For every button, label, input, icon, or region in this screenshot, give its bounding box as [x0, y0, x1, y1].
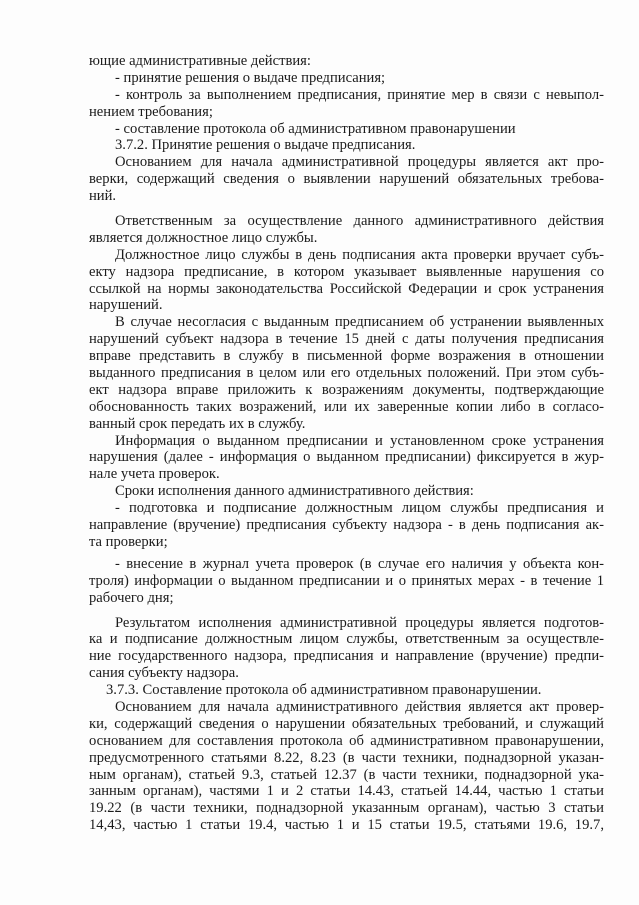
list-item: - внесение в журнал учета проверок (в случае его наличия у объекта кон-: [115, 555, 604, 572]
paragraph-line: Должностное лицо службы в день подписания акта проверки вручает субъ-: [115, 246, 604, 263]
paragraph-gap: [89, 205, 604, 213]
text-line: направление (вручение) предписания субъекту надзора - в день подписания ак-: [89, 517, 604, 534]
text-line: обоснованность таких возражений, или их заверенные копии либо в согласо-: [89, 398, 604, 415]
paragraph-line: Результатом исполнения административной процедуры является подготов-: [115, 614, 604, 631]
text-line: ние государственного надзора, предписания и направление (вручение) предпи-: [89, 648, 604, 665]
text-line: троля) информации о выданном предписании и о принятых мерах - в течение 1: [89, 572, 604, 589]
text-line: нале учета проверок.: [89, 466, 220, 483]
text-line: 14,43, частью 1 статьи 19.4, частью 1 и 15 статьи 19.5, статьями 19.6, 19.7,: [89, 817, 604, 834]
text-line: ект надзора вправе приложить к возражениям документы, подтверждающие: [89, 381, 604, 398]
text-line: вправе представить в службу в письменной форме возражения в отношении: [89, 348, 604, 365]
text-line: нарушения (далее - информация о выданном предписании) фиксируется в жур-: [89, 449, 604, 466]
text-line: ющие административные действия:: [89, 53, 311, 69]
text-line: основанием для составления протокола об административном правонарушении,: [89, 732, 604, 749]
text-line: выданного предписания в целом или его отдельных положений. При этом субъ-: [89, 365, 604, 382]
text-line: ным органам), статьей 9.3, статьей 12.37 (в части техники, поднадзорной ука-: [89, 766, 604, 783]
text-line: ний.: [89, 188, 117, 205]
document-body: [89, 53, 604, 834]
text-line: является должностное лицо службы.: [89, 229, 318, 246]
text-line: занным органам), частями 1 и 2 статьи 14.43, статьей 14.44, частью 1 статьи: [89, 783, 604, 800]
list-item: - принятие решения о выдаче предписания;: [115, 69, 386, 86]
paragraph-line: В случае несогласия с выданным предписанием об устранении выявленных: [115, 314, 604, 331]
text-line: ванный срок передать их в службу.: [89, 415, 306, 432]
paragraph-line: Основанием для начала административной процедуры является акт про-: [115, 154, 604, 171]
section-heading: 3.7.2. Принятие решения о выдаче предписания.: [115, 137, 416, 154]
list-item: - составление протокола об административном правонарушении: [115, 120, 516, 137]
paragraph-line: Ответственным за осуществление данного административного действия: [115, 213, 604, 230]
list-item: - подготовка и подписание должностным лицом службы предписания и: [115, 500, 604, 517]
text-line: предусмотренного статьями 8.22, 8.23 (в части техники, поднадзорной указан-: [89, 749, 604, 766]
text-line: верки, содержащий сведения о выявлении нарушений обязательных требова-: [89, 171, 604, 188]
text-line: ссылкой на нормы законодательства Российской Федерации и срок устранения: [89, 280, 604, 297]
text-line: екту надзора предписание, в котором указывает выявленные нарушения со: [89, 263, 604, 280]
paragraph-gap: [89, 607, 604, 615]
text-line: нарушений.: [89, 297, 163, 314]
section-heading: 3.7.3. Составление протокола об административном правонарушении.: [106, 682, 542, 699]
text-line: нарушений субъект надзора в течение 15 дней с даты получения предписания: [89, 331, 604, 348]
text-line: рабочего дня;: [89, 589, 174, 606]
text-line: та проверки;: [89, 533, 168, 550]
text-line: сания субъекту надзора.: [89, 665, 239, 682]
text-line: ка и подписание должностным лицом службы, ответственным за осуществле-: [89, 631, 604, 648]
paragraph-line: Сроки исполнения данного административного действия:: [115, 483, 474, 500]
paragraph-line: Информация о выданном предписании и установленном сроке устранения: [115, 432, 604, 449]
list-item: - контроль за выполнением предписания, принятие мер в связи с невыпол-: [115, 86, 604, 103]
text-line: нением требования;: [89, 103, 213, 120]
text-line: ки, содержащий сведения о нарушении обязательных требований, и служащий: [89, 715, 604, 732]
paragraph-line: Основанием для начала административного действия является акт провер-: [115, 698, 604, 715]
text-line: 19.22 (в части техники, поднадзорной указанным органам), частью 3 статьи: [89, 800, 604, 817]
